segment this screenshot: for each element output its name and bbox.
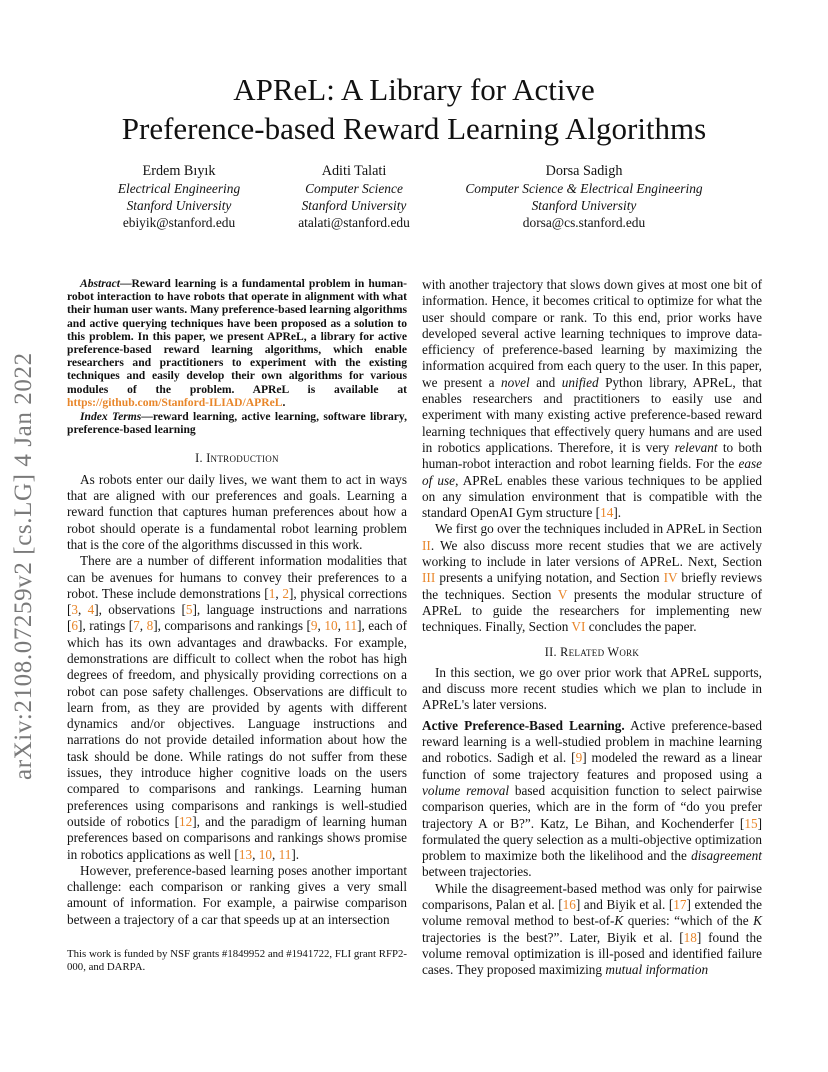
emphasis: novel [501,374,530,390]
citation-link[interactable]: 4 [87,602,95,618]
author-block-1 [84,163,274,231]
text-span: ], physical corrections [ [67,585,408,618]
emphasis: mutual information [605,962,709,978]
text-span: presents a unifying notation, and Section [435,570,664,586]
text-span: Active preference-based reward learning is a well-studied problem in machine learning and robotics. Sadigh et al. [ [422,717,762,766]
emphasis: unified [561,374,599,390]
text-span: ] extended the volume removal method to best-of- [422,896,762,929]
emphasis: relevant [674,439,718,455]
title-line-2: Preference-based Reward Learning Algorithms [121,111,707,146]
author-email: ebiyik@stanford.edu [122,215,236,230]
text-span: ], each of which has its own advantages and drawbacks. For example, demonstrations are difficult to collect when the robot has high degrees of freedom, and physically providing corrections on a robot can pose safety challenges. Observations are difficult to learn from, as they are provided by agents with different dynamics and/or objectives. Language instructions and narrations do not provide detailed information about how the task should be done. While ratings do not suffer from these issues, they introduce higher cognitive loads on the users compared to comparisons and rankings. Learning human preferences using comparisons and rankings is well-studied outside of robotics [ [67,618,408,829]
emphasis: volume removal [422,782,510,798]
abstract-label: Abstract [80,277,120,290]
author-name: Dorsa Sadigh [545,163,623,179]
text-span: concludes the paper. [585,619,697,635]
author-email: dorsa@cs.stanford.edu [522,215,646,230]
text-span: ], language instructions and narrations [ [67,602,408,634]
author-dept: Electrical Engineering [117,181,241,196]
text-span: ] found the volume removal optimization is ill-posed and identified failure cases. They proposed maximizing [422,929,762,978]
citation-link[interactable]: 1 [268,585,276,601]
text-span: Python library, APReL, that enables researchers and practitioners to easily use and experiment with many existing active preference-based reward learning techniques that effectively query humans and are used in robotics applications. Therefore, it is very [422,374,762,455]
citation-link[interactable]: 18 [683,929,697,945]
text-span: , APReL enables these various techniques to be applied on any simulation environment that is compatible with the standard OpenAI Gym structure [ [422,472,763,521]
abstract-end: . [282,395,286,409]
section-link[interactable]: III [422,570,436,586]
intro-paragraph-1: As robots enter our daily lives, we want them to act in ways that are aligned with our preferences and goals. Learning a reward function that captures human preferences about how a robot should operate is a fundamental robot learning problem that is the core of the algorithms discussed in this work. [67,471,407,552]
citation-link[interactable]: 12 [179,813,193,829]
citation-link[interactable]: 11 [278,846,292,862]
intro-paragraph-4 [422,521,762,635]
citation-link[interactable]: 14 [600,505,614,521]
citation-link[interactable]: 15 [744,815,758,831]
author-univ: Stanford University [301,198,407,213]
abstract [67,277,407,409]
related-paragraph-1: In this section, we go over prior work that APReL supports, and discuss more recent studies which we plan to include in APReL's later versions. [422,664,762,713]
text-span: ], ratings [ [78,618,134,634]
text-span: ]. [613,505,622,521]
text-span: ] and Biyik et al. [ [575,896,674,912]
author-univ: Stanford University [531,198,637,213]
text-span: ], and the paradigm of learning human preferences based on comparisons and rankings shows promise in robotics applications as well [ [67,813,407,862]
citation-link[interactable]: 9 [575,750,583,766]
index-terms [67,410,407,436]
citation-link[interactable]: 17 [673,896,687,912]
paragraph-heading: Active Preference-Based Learning. [422,717,625,733]
right-column [422,277,762,978]
index-terms-label: Index Terms [80,410,142,424]
citation-link[interactable]: 11 [344,618,358,634]
citation-link[interactable]: 7 [133,618,140,634]
citation-link[interactable]: 2 [282,585,289,601]
citation-link[interactable]: 9 [310,618,318,634]
section-link[interactable]: II [422,537,431,553]
author-email: atalati@stanford.edu [298,215,410,230]
text-span: While the disagreement-based method was only for pairwise comparisons, Palan et al. [ [422,880,762,912]
emphasis: ease of use [422,456,762,488]
text-span: ], comparisons and rankings [ [153,618,311,634]
author-name: Aditi Talati [321,163,387,179]
text-span: based acquisition function to select pairwise comparison queries, which are in the form of “do you prefer trajectory A or B?”. Katz, Le Bihan, and Kochenderfer [ [422,782,762,831]
abstract-text: —Reward learning is a fundamental problem in human-robot interaction to have robots that operate in alignment with what their human user wants. Many preference-based learning algorithms and active querying techniques have been proposed as a solution to this problem. In this paper, we present APReL, a library for active preference-based reward learning algorithms, which enable researchers and practitioners to experiment with the existing techniques and easily develop their own algorithms for various modules of the problem. APReL is available at [67,277,407,396]
text-span: ] formulated the query selection as a multi-objective optimization problem to maximize both the likelihood and the [422,815,762,864]
arxiv-stamp: arXiv:2108.07259v2 [cs.LG] 4 Jan 2022 [10,352,37,780]
title-line-1: APReL: A Library for Active [233,72,595,107]
text-span: briefly reviews the techniques. Section [422,570,762,602]
text-span: trajectories is the best?”. Later, Biyik et al. [ [422,929,684,945]
text-span: and [529,374,562,390]
author-block-2 [272,163,436,231]
section-title: Introduction [206,451,279,466]
citation-link[interactable]: 8 [146,618,154,634]
github-link[interactable]: https://github.com/Stanford-ILIAD/APReL [67,395,283,409]
section-title: Related Work [560,644,640,659]
text-span: ]. [291,846,300,862]
left-column [67,277,407,928]
math-symbol: K [614,913,624,929]
emphasis: disagreement [691,848,762,864]
text-span: There are a number of different information modalities that can be avenues for humans to convey their preferences to a robot. These include demonstrations [ [67,553,407,601]
index-terms-text: —reward learning, active learning, software library, preference-based learning [67,410,407,437]
author-block-3 [452,163,716,231]
author-dept: Computer Science & Electrical Engineering [465,181,703,196]
section-heading-introduction [67,450,407,466]
citation-link[interactable]: 5 [185,602,193,618]
section-heading-related-work [422,644,762,660]
text-span: . We also discuss more recent studies that we are actively working to include in later versions of APReL. Next, Section [422,537,762,570]
author-name: Erdem Bıyık [142,163,216,179]
citation-link[interactable]: 6 [71,618,79,634]
text-span: with another trajectory that slows down gives at most one bit of information. Hence, it becomes critical to optimize for what the user should compare or rank. To this end, prior works have developed several active learning techniques to improve data-efficiency of preference-based learning by maximizing the information acquired from each query to the user. In this paper, we present a [422,277,762,390]
footnote: This work is funded by NSF grants #1849952 and #1941722, FLI grant RFP2-000, and DARPA. [67,948,407,974]
text-span: queries: “which of the [623,913,754,929]
text-span: We first go over the techniques included in APReL in Section [435,521,762,537]
intro-paragraph-3: However, preference-based learning poses another important challenge: each comparison or ranking gives a very small amount of information. For example, a pairwise comparison between a trajectory of a car that speeds up at an intersection [67,862,407,927]
text-span: presents the modular structure of APReL to guide the researchers for implementing new techniques. Finally, Section [422,586,763,635]
section-link[interactable]: IV [663,570,678,586]
text-span: ], observations [ [94,602,186,618]
author-univ: Stanford University [126,198,232,213]
section-number: II. [544,644,561,659]
intro-paragraph-2: There are a number of different information modalities that can be avenues for humans to convey their preferences to a robot. These include demonstrations [1, 2], physical corrections [3, 4], observations [5], language instructions and narrations [6], ratings [7, 8], comparisons and rankings [9, 10, 11], each of which has its own advantages and drawbacks. For example, demonstrations are difficult to collect when the robot has high degrees of freedom, and physically providing corrections on a robot can pose safety challenges. Observations are difficult to learn from, as they are provided by agents with different dynamics and/or objectives. Language instructions and narrations do not provide detailed information about how the task should be done. While ratings do not suffer from these issues, they introduce higher cognitive loads on the users compared to comparisons and rankings. Learning human preferences using comparisons and rankings is well-studied outside of robotics [12], and the paradigm of learning human preferences based on comparisons and rankings shows promise in robotics applications as well [13, 10, 11]. [67,553,408,862]
section-link[interactable]: VI [571,619,586,635]
related-paragraph-3 [422,881,762,979]
related-paragraph-2 [422,718,762,881]
text-span: to both human-robot interaction and robot learning fields. For the [422,439,762,472]
math-symbol: K [753,913,762,929]
paper-title [0,70,828,148]
section-number: I. [195,451,207,466]
citation-link[interactable]: 10 [324,618,338,634]
intro-paragraph-3-continued [422,277,762,521]
text-span: between trajectories. [422,864,532,880]
section-link[interactable]: V [557,586,568,602]
citation-link[interactable]: 3 [71,602,79,618]
citation-link[interactable]: 16 [562,896,576,912]
author-dept: Computer Science [305,181,403,196]
citation-link[interactable]: 10 [258,846,272,862]
text-span: ] modeled the reward as a linear function of some trajectory features and proposed using a [422,750,762,782]
citation-link[interactable]: 13 [238,846,253,862]
